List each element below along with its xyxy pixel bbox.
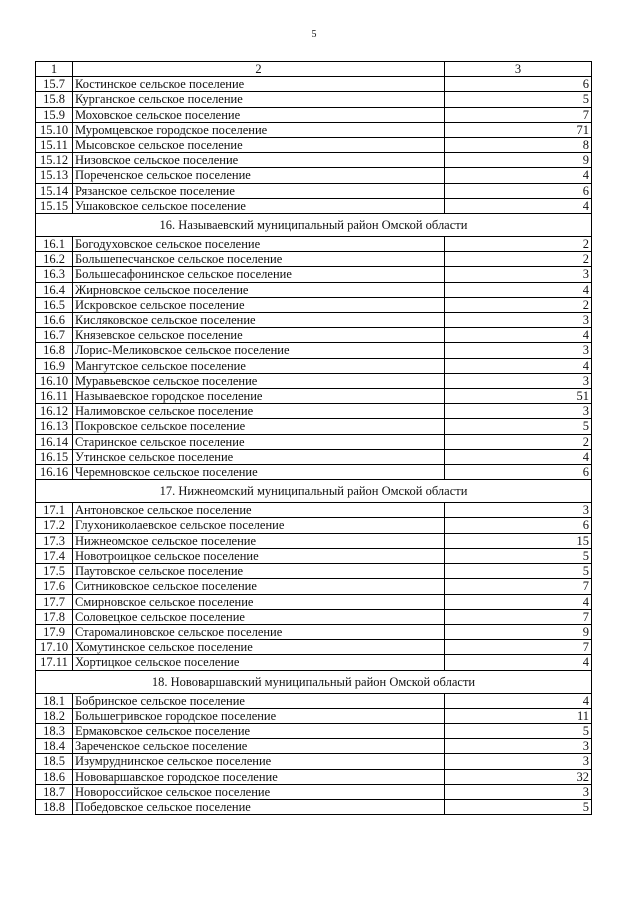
table-row [36, 533, 592, 548]
row-value: 3 [445, 373, 592, 388]
settlement-name: Хомутинское сельское поселение [73, 640, 445, 655]
row-value: 9 [445, 153, 592, 168]
row-number: 15.15 [36, 198, 73, 213]
row-value: 2 [445, 237, 592, 252]
row-number: 16.3 [36, 267, 73, 282]
row-number: 16.6 [36, 313, 73, 328]
settlement-name: Ситниковское сельское поселение [73, 579, 445, 594]
table-row [36, 282, 592, 297]
table-row [36, 518, 592, 533]
table-row [36, 358, 592, 373]
settlement-name: Курганское сельское поселение [73, 92, 445, 107]
row-value: 3 [445, 313, 592, 328]
row-value: 7 [445, 609, 592, 624]
row-value: 4 [445, 358, 592, 373]
row-value: 6 [445, 465, 592, 480]
row-number: 18.4 [36, 739, 73, 754]
settlement-name: Нововаршавское городское поселение [73, 769, 445, 784]
table-row [36, 389, 592, 404]
row-value: 6 [445, 77, 592, 92]
row-number: 17.2 [36, 518, 73, 533]
table-row [36, 404, 592, 419]
settlement-name: Искровское сельское поселение [73, 297, 445, 312]
row-value: 3 [445, 503, 592, 518]
row-number: 18.7 [36, 784, 73, 799]
settlement-name: Муравьевское сельское поселение [73, 373, 445, 388]
row-number: 18.6 [36, 769, 73, 784]
row-value: 4 [445, 328, 592, 343]
row-number: 16.8 [36, 343, 73, 358]
row-number: 17.5 [36, 564, 73, 579]
row-value: 4 [445, 449, 592, 464]
settlement-name: Богодуховское сельское поселение [73, 237, 445, 252]
table-row [36, 183, 592, 198]
row-value: 2 [445, 434, 592, 449]
settlement-name: Муромцевское городское поселение [73, 122, 445, 137]
section-title: 16. Называевский муниципальный район Омской области [36, 214, 592, 237]
row-number: 17.3 [36, 533, 73, 548]
table-row [36, 419, 592, 434]
row-value: 32 [445, 769, 592, 784]
settlement-name: Антоновское сельское поселение [73, 503, 445, 518]
row-value: 4 [445, 198, 592, 213]
row-number: 17.10 [36, 640, 73, 655]
row-value: 7 [445, 640, 592, 655]
row-number: 16.2 [36, 252, 73, 267]
table-row [36, 624, 592, 639]
table-row [36, 754, 592, 769]
settlement-name: Смирновское сельское поселение [73, 594, 445, 609]
row-value: 3 [445, 343, 592, 358]
row-value: 4 [445, 168, 592, 183]
table-row [36, 594, 592, 609]
settlement-name: Мысовское сельское поселение [73, 138, 445, 153]
settlement-name: Кисляковское сельское поселение [73, 313, 445, 328]
table-row [36, 153, 592, 168]
settlement-name: Покровское сельское поселение [73, 419, 445, 434]
row-number: 16.4 [36, 282, 73, 297]
row-value: 5 [445, 564, 592, 579]
row-number: 16.12 [36, 404, 73, 419]
row-number: 18.1 [36, 693, 73, 708]
settlement-name: Ермаковское сельское поселение [73, 723, 445, 738]
table-row [36, 198, 592, 213]
section-title: 17. Нижнеомский муниципальный район Омской области [36, 480, 592, 503]
row-number: 18.8 [36, 799, 73, 814]
row-number: 16.15 [36, 449, 73, 464]
settlement-name: Хортицкое сельское поселение [73, 655, 445, 670]
row-value: 3 [445, 754, 592, 769]
settlement-name: Новотроицкое сельское поселение [73, 548, 445, 563]
row-number: 17.4 [36, 548, 73, 563]
settlement-name: Называевское городское поселение [73, 389, 445, 404]
row-number: 18.2 [36, 708, 73, 723]
row-value: 5 [445, 723, 592, 738]
settlement-name: Старинское сельское поселение [73, 434, 445, 449]
table-row [36, 564, 592, 579]
row-value: 6 [445, 518, 592, 533]
row-number: 17.6 [36, 579, 73, 594]
table-row [36, 122, 592, 137]
settlement-name: Бобринское сельское поселение [73, 693, 445, 708]
table-row [36, 297, 592, 312]
row-number: 15.12 [36, 153, 73, 168]
table-row [36, 328, 592, 343]
table-row [36, 548, 592, 563]
settlement-name: Костинское сельское поселение [73, 77, 445, 92]
row-value: 5 [445, 419, 592, 434]
header-col-2: 2 [73, 62, 445, 77]
row-number: 15.13 [36, 168, 73, 183]
row-value: 2 [445, 252, 592, 267]
table-row [36, 723, 592, 738]
row-number: 18.3 [36, 723, 73, 738]
settlement-name: Утинское сельское поселение [73, 449, 445, 464]
row-number: 15.14 [36, 183, 73, 198]
table-row [36, 449, 592, 464]
row-number: 16.5 [36, 297, 73, 312]
row-value: 3 [445, 404, 592, 419]
settlement-name: Лорис-Меликовское сельское поселение [73, 343, 445, 358]
table-row [36, 655, 592, 670]
table-row [36, 739, 592, 754]
table-row [36, 77, 592, 92]
section-title: 18. Нововаршавский муниципальный район Омской области [36, 670, 592, 693]
settlement-name: Князевское сельское поселение [73, 328, 445, 343]
header-col-1: 1 [36, 62, 73, 77]
table-body [36, 77, 592, 815]
row-value: 3 [445, 739, 592, 754]
row-value: 4 [445, 282, 592, 297]
section-header-row [36, 480, 592, 503]
table-row [36, 434, 592, 449]
settlement-name: Большепесчанское сельское поселение [73, 252, 445, 267]
page-number: 5 [311, 29, 317, 40]
row-number: 16.7 [36, 328, 73, 343]
row-value: 4 [445, 693, 592, 708]
row-number: 15.10 [36, 122, 73, 137]
settlement-name: Новороссийское сельское поселение [73, 784, 445, 799]
table-row [36, 769, 592, 784]
table-row [36, 343, 592, 358]
row-value: 7 [445, 107, 592, 122]
section-header-row [36, 670, 592, 693]
table-row [36, 503, 592, 518]
row-number: 15.7 [36, 77, 73, 92]
table-row [36, 784, 592, 799]
row-value: 9 [445, 624, 592, 639]
row-number: 17.9 [36, 624, 73, 639]
settlement-name: Ушаковское сельское поселение [73, 198, 445, 213]
table-header-row [36, 62, 592, 77]
settlement-name: Пореченское сельское поселение [73, 168, 445, 183]
row-value: 3 [445, 267, 592, 282]
row-number: 16.14 [36, 434, 73, 449]
row-value: 71 [445, 122, 592, 137]
table-row [36, 252, 592, 267]
table-row [36, 708, 592, 723]
settlement-name: Старомалиновское сельское поселение [73, 624, 445, 639]
table-row [36, 267, 592, 282]
row-value: 8 [445, 138, 592, 153]
row-value: 15 [445, 533, 592, 548]
settlement-name: Налимовское сельское поселение [73, 404, 445, 419]
table-row [36, 168, 592, 183]
table-row [36, 609, 592, 624]
table-row [36, 138, 592, 153]
settlement-name: Зареченское сельское поселение [73, 739, 445, 754]
row-value: 7 [445, 579, 592, 594]
table-row [36, 465, 592, 480]
settlement-name: Паутовское сельское поселение [73, 564, 445, 579]
row-value: 11 [445, 708, 592, 723]
table-row [36, 799, 592, 814]
row-value: 4 [445, 594, 592, 609]
table-row [36, 92, 592, 107]
table-row [36, 237, 592, 252]
settlement-name: Жирновское сельское поселение [73, 282, 445, 297]
row-number: 16.11 [36, 389, 73, 404]
row-number: 17.1 [36, 503, 73, 518]
settlement-name: Глухониколаевское сельское поселение [73, 518, 445, 533]
row-number: 17.7 [36, 594, 73, 609]
table-row [36, 579, 592, 594]
section-header-row [36, 214, 592, 237]
row-number: 15.9 [36, 107, 73, 122]
settlement-name: Нижнеомское сельское поселение [73, 533, 445, 548]
row-value: 5 [445, 548, 592, 563]
settlement-name: Победовское сельское поселение [73, 799, 445, 814]
row-number: 18.5 [36, 754, 73, 769]
row-value: 5 [445, 92, 592, 107]
row-number: 17.11 [36, 655, 73, 670]
settlement-name: Изумруднинское сельское поселение [73, 754, 445, 769]
row-number: 16.10 [36, 373, 73, 388]
row-value: 2 [445, 297, 592, 312]
row-value: 5 [445, 799, 592, 814]
table-row [36, 313, 592, 328]
table-row [36, 693, 592, 708]
settlement-name: Большегривское городское поселение [73, 708, 445, 723]
row-value: 4 [445, 655, 592, 670]
settlement-name: Черемновское сельское поселение [73, 465, 445, 480]
settlement-name: Рязанское сельское поселение [73, 183, 445, 198]
row-value: 51 [445, 389, 592, 404]
row-number: 17.8 [36, 609, 73, 624]
settlement-name: Низовское сельское поселение [73, 153, 445, 168]
table-row [36, 107, 592, 122]
header-col-3: 3 [445, 62, 592, 77]
row-number: 15.8 [36, 92, 73, 107]
row-number: 16.16 [36, 465, 73, 480]
row-value: 3 [445, 784, 592, 799]
row-value: 6 [445, 183, 592, 198]
settlement-name: Мангутское сельское поселение [73, 358, 445, 373]
table-row [36, 640, 592, 655]
row-number: 16.9 [36, 358, 73, 373]
row-number: 15.11 [36, 138, 73, 153]
settlement-name: Соловецкое сельское поселение [73, 609, 445, 624]
row-number: 16.13 [36, 419, 73, 434]
settlement-name: Большесафонинское сельское поселение [73, 267, 445, 282]
settlements-table [35, 61, 592, 815]
row-number: 16.1 [36, 237, 73, 252]
settlement-name: Моховское сельское поселение [73, 107, 445, 122]
table-row [36, 373, 592, 388]
